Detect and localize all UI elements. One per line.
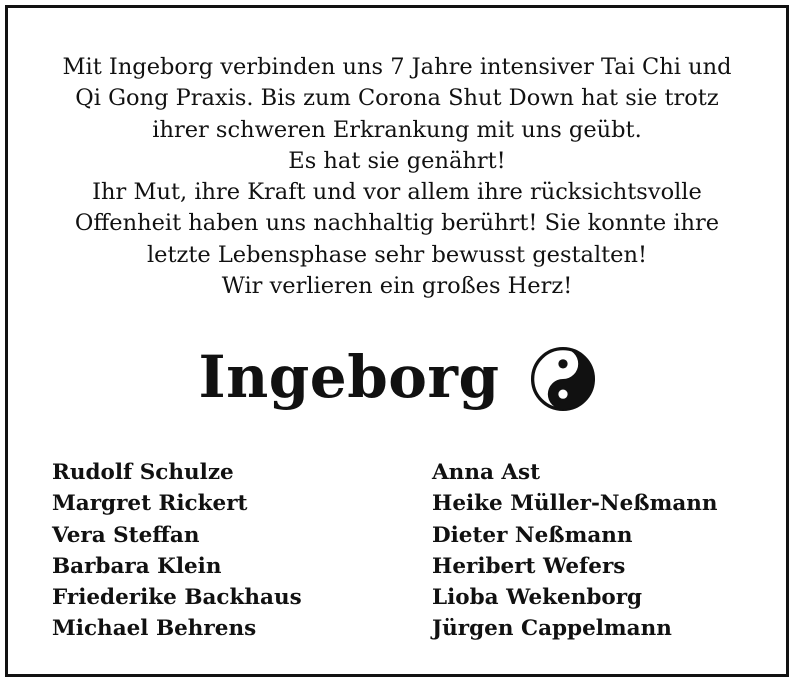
mourners-left-column — [52, 457, 302, 645]
mourner-name: Margret Rickert — [52, 491, 248, 517]
mourner-name: Heike Müller-Neßmann — [432, 491, 718, 517]
condolence-line: ihrer schweren Erkrankung mit uns geübt. — [152, 116, 642, 143]
mourner-name: Dieter Neßmann — [432, 522, 633, 548]
mourner-name: Barbara Klein — [52, 553, 222, 579]
condolence-line: letzte Lebensphase sehr bewusst gestalten! — [146, 241, 648, 268]
condolence-text — [8, 52, 786, 302]
mourner-name: Anna Ast — [432, 460, 541, 485]
condolence-line: Mit Ingeborg verbinden uns 7 Jahre intensiver Tai Chi und — [62, 54, 732, 80]
mourners-right-column — [432, 457, 718, 645]
deceased-name-row — [8, 342, 786, 418]
mourner-name: Jürgen Cappelmann — [432, 616, 672, 642]
obituary-card — [5, 5, 789, 677]
mourner-name: Vera Steffan — [52, 522, 200, 548]
mourner-name: Heribert Wefers — [432, 553, 626, 579]
mourner-name: Friederike Backhaus — [52, 585, 302, 611]
mourner-name: Lioba Wekenborg — [432, 585, 643, 611]
deceased-name: Ingeborg — [198, 343, 500, 411]
mourner-name: Rudolf Schulze — [52, 460, 234, 485]
condolence-line: Offenheit haben uns nachhaltig berührt! Sie konnte ihre — [74, 210, 720, 237]
condolence-line: Ihr Mut, ihre Kraft und vor allem ihre rücksichtsvolle — [92, 179, 702, 206]
condolence-line: Qi Gong Praxis. Bis zum Corona Shut Down hat sie trotz — [75, 85, 719, 112]
yin-yang-icon — [530, 346, 596, 412]
condolence-line: Wir verlieren ein großes Herz! — [221, 273, 573, 300]
mourner-name: Michael Behrens — [52, 616, 257, 642]
condolence-line: Es hat sie genährt! — [288, 147, 506, 174]
